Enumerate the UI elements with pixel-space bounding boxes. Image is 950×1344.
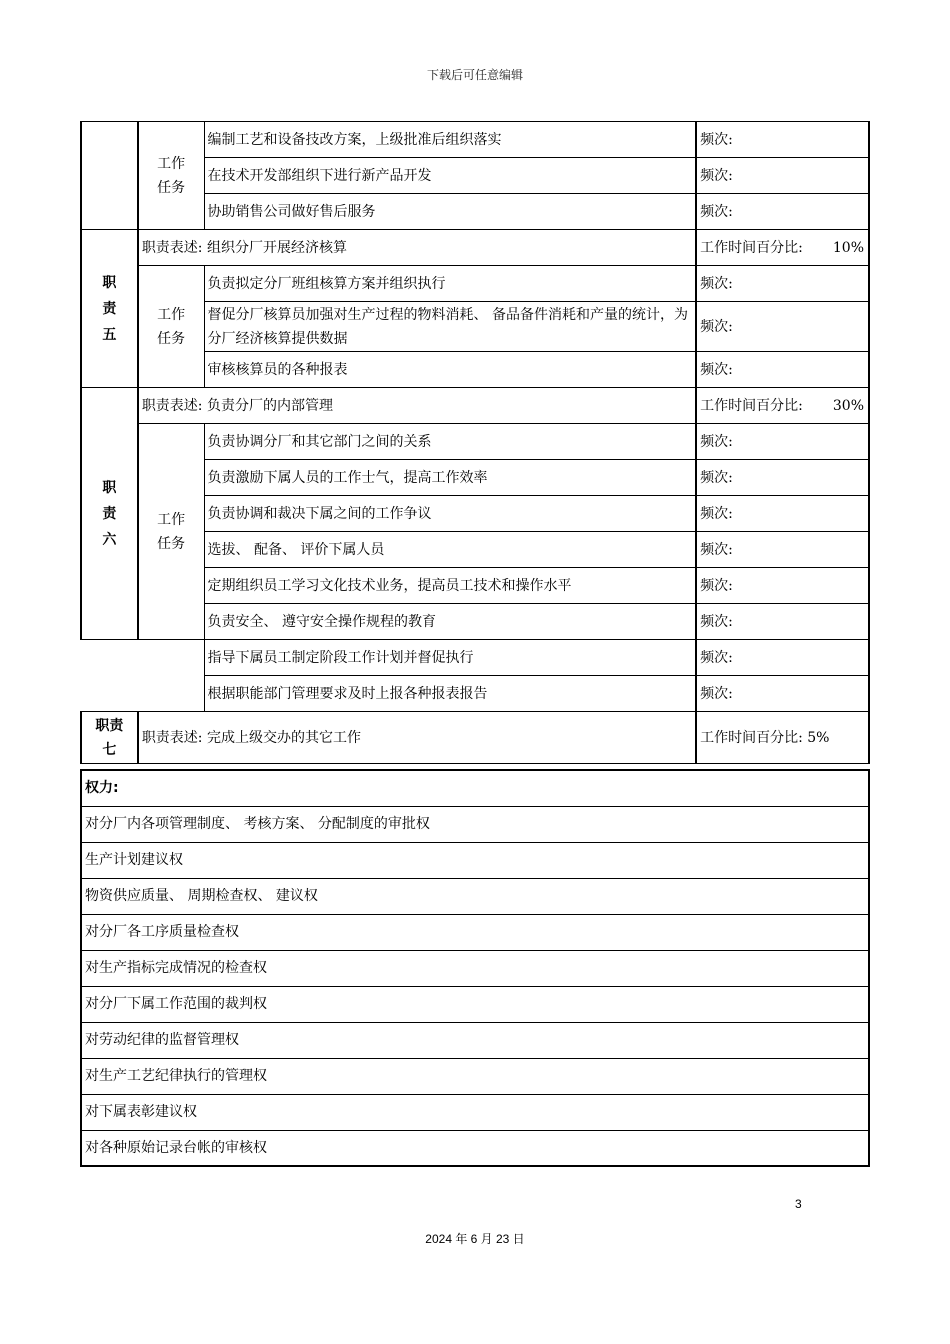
empty-cell bbox=[81, 676, 204, 712]
frequency-cell: 频次: bbox=[696, 158, 869, 194]
duty-six-label: 职责六 bbox=[102, 479, 117, 548]
power-item: 对分厂下属工作范围的裁判权 bbox=[81, 986, 869, 1022]
powers-table bbox=[80, 769, 870, 1167]
time-percent-value: 5% bbox=[807, 729, 830, 746]
frequency-cell: 频次: bbox=[696, 568, 869, 604]
table-row bbox=[81, 1022, 869, 1058]
frequency-cell: 频次: bbox=[696, 424, 869, 460]
table-row bbox=[81, 676, 869, 712]
table-row bbox=[81, 770, 869, 806]
duties-table bbox=[80, 121, 870, 764]
frequency-cell: 频次: bbox=[696, 302, 869, 352]
task-text: 定期组织员工学习文化技术业务，提高员工技术和操作水平 bbox=[204, 568, 696, 604]
powers-heading: 权力: bbox=[81, 770, 869, 806]
power-item: 对分厂内各项管理制度、 考核方案、 分配制度的审批权 bbox=[81, 806, 869, 842]
duty-label-cell bbox=[81, 230, 138, 388]
frequency-cell: 频次: bbox=[696, 122, 869, 158]
table-row bbox=[81, 986, 869, 1022]
table-row bbox=[81, 878, 869, 914]
frequency-cell: 频次: bbox=[696, 604, 869, 640]
frequency-cell: 频次: bbox=[696, 460, 869, 496]
power-item: 对各种原始记录台帐的审核权 bbox=[81, 1130, 869, 1166]
table-row bbox=[81, 424, 869, 460]
task-text: 负责协调和裁决下属之间的工作争议 bbox=[204, 496, 696, 532]
task-text: 负责安全、 遵守安全操作规程的教育 bbox=[204, 604, 696, 640]
task-text: 负责协调分厂和其它部门之间的关系 bbox=[204, 424, 696, 460]
time-percent-value: 10% bbox=[832, 239, 864, 256]
page-number: 3 bbox=[795, 1197, 802, 1211]
table-row bbox=[81, 914, 869, 950]
duty-label-cell bbox=[81, 122, 138, 230]
table-row bbox=[81, 842, 869, 878]
power-item: 对劳动纪律的监督管理权 bbox=[81, 1022, 869, 1058]
duty-seven-label: 职责七 bbox=[95, 717, 124, 758]
table-row bbox=[81, 712, 869, 764]
power-item: 对生产工艺纪律执行的管理权 bbox=[81, 1058, 869, 1094]
power-item: 生产计划建议权 bbox=[81, 842, 869, 878]
frequency-cell: 频次: bbox=[696, 266, 869, 302]
frequency-cell: 频次: bbox=[696, 676, 869, 712]
table-row bbox=[81, 388, 869, 424]
power-item: 对生产指标完成情况的检查权 bbox=[81, 950, 869, 986]
frequency-cell: 频次: bbox=[696, 352, 869, 388]
task-text: 编制工艺和设备技改方案，上级批准后组织落实 bbox=[204, 122, 696, 158]
frequency-cell: 频次: bbox=[696, 194, 869, 230]
duty-statement: 职责表述: 负责分厂的内部管理 bbox=[138, 388, 696, 424]
duty-statement: 职责表述: 组织分厂开展经济核算 bbox=[138, 230, 696, 266]
time-percent-cell: 工作时间百分比: 5% bbox=[696, 712, 869, 764]
task-text: 负责拟定分厂班组核算方案并组织执行 bbox=[204, 266, 696, 302]
task-text: 负责激励下属人员的工作士气，提高工作效率 bbox=[204, 460, 696, 496]
task-text: 协助销售公司做好售后服务 bbox=[204, 194, 696, 230]
task-label-cell: 工作任务 bbox=[138, 122, 204, 230]
duty-label-cell bbox=[81, 388, 138, 640]
table-row bbox=[81, 122, 869, 158]
task-text: 审核核算员的各种报表 bbox=[204, 352, 696, 388]
frequency-cell: 频次: bbox=[696, 496, 869, 532]
time-percent-cell: 工作时间百分比: 10% bbox=[696, 230, 869, 266]
table-row bbox=[81, 640, 869, 676]
table-row bbox=[81, 1094, 869, 1130]
task-label-cell: 工作任务 bbox=[138, 266, 204, 388]
table-row bbox=[81, 230, 869, 266]
time-percent-value: 30% bbox=[832, 397, 864, 414]
table-row bbox=[81, 1130, 869, 1166]
footer-date: 2024 年 6 月 23 日 bbox=[425, 1232, 525, 1246]
empty-cell bbox=[81, 640, 204, 676]
task-text: 选拔、 配备、 评价下属人员 bbox=[204, 532, 696, 568]
table-row bbox=[81, 266, 869, 302]
table-row bbox=[81, 806, 869, 842]
duty-statement: 职责表述: 完成上级交办的其它工作 bbox=[138, 712, 696, 764]
duty-five-label: 职责五 bbox=[102, 274, 117, 343]
time-percent-cell: 工作时间百分比: 30% bbox=[696, 388, 869, 424]
task-text: 督促分厂核算员加强对生产过程的物料消耗、 备品备件消耗和产量的统计，为分厂经济核算提供数据 bbox=[204, 302, 696, 352]
page-header: 下载后可任意编辑 bbox=[426, 68, 523, 82]
task-text: 根据职能部门管理要求及时上报各种报表报告 bbox=[204, 676, 696, 712]
table-row bbox=[81, 950, 869, 986]
power-item: 对下属表彰建议权 bbox=[81, 1094, 869, 1130]
power-item: 物资供应质量、 周期检查权、 建议权 bbox=[81, 878, 869, 914]
task-label-cell: 工作任务 bbox=[138, 424, 204, 640]
table-row bbox=[81, 1058, 869, 1094]
frequency-cell: 频次: bbox=[696, 640, 869, 676]
task-text: 在技术开发部组织下进行新产品开发 bbox=[204, 158, 696, 194]
power-item: 对分厂各工序质量检查权 bbox=[81, 914, 869, 950]
duty-label-cell bbox=[81, 712, 138, 764]
task-text: 指导下属员工制定阶段工作计划并督促执行 bbox=[204, 640, 696, 676]
frequency-cell: 频次: bbox=[696, 532, 869, 568]
